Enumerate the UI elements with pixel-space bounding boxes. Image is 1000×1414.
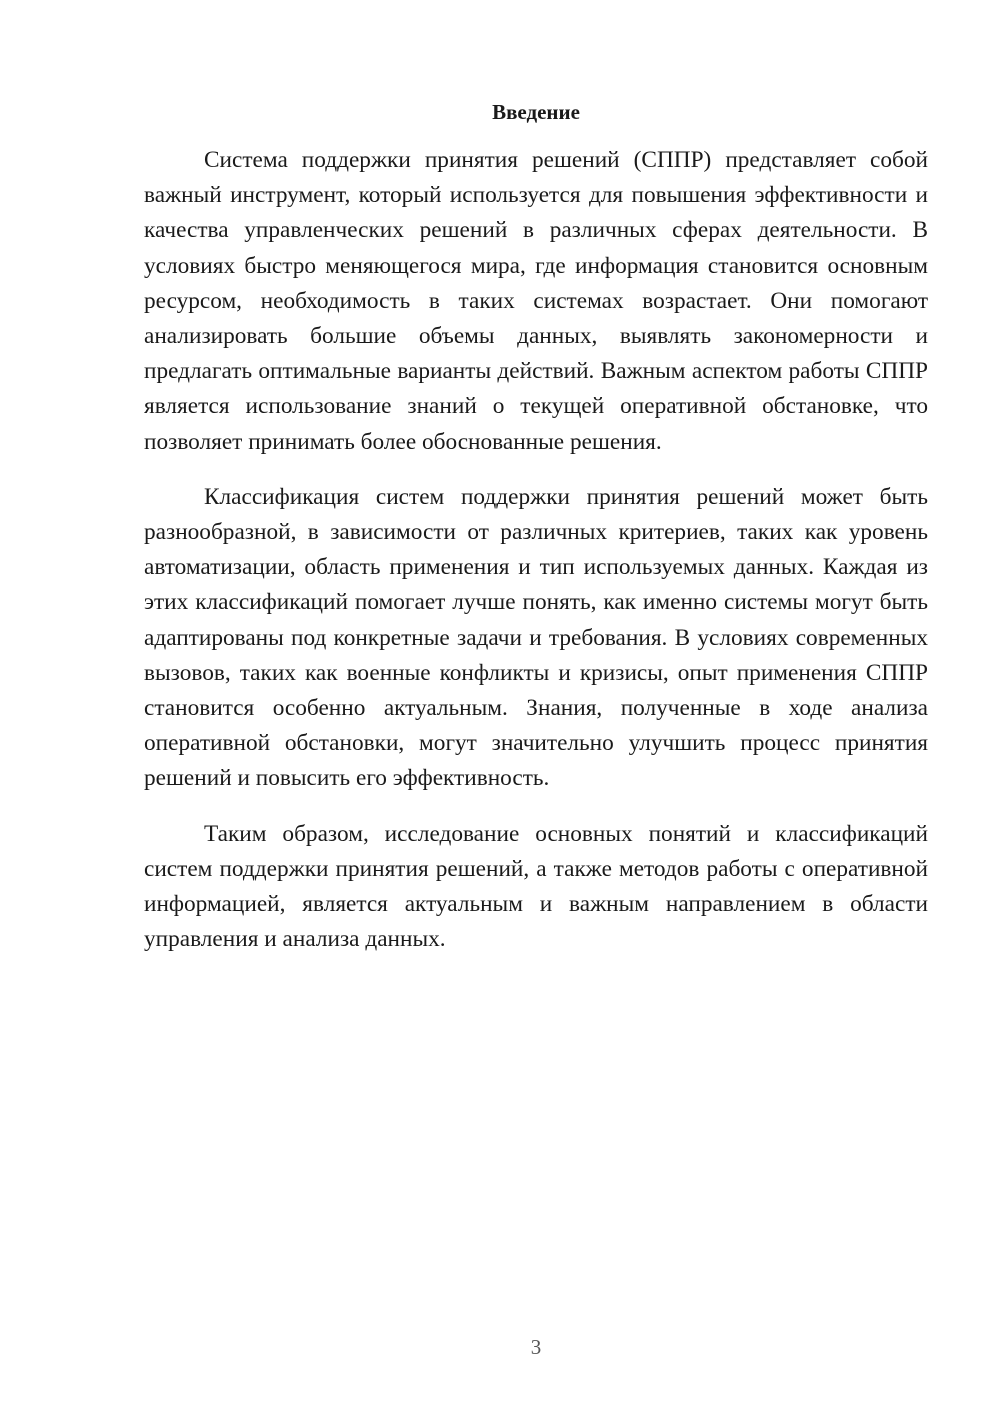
document-body (144, 143, 928, 977)
paragraph-conclusion: Таким образом, исследование основных понятий и классификаций систем поддержки принятия решений, а также методов работы с оперативной информацией, является актуальным и важным направлением в области управления и анализа данных. (144, 820, 928, 953)
page-number: 3 (530, 1335, 542, 1359)
paragraph-classification: Классификация систем поддержки принятия решений может быть разнообразной, в зависимости от различных критериев, таких как уровень автоматизации, область применения и тип используемых данных. Каждая из этих классификаций помогает лучше понять, как именно системы могут быть адаптированы под конкретные задачи и требования. В условиях современных вызовов, таких как военные конфликты и кризисы, опыт применения СППР становится особенно актуальным. Знания, полученные в ходе анализа оперативной обстановки, могут значительно улучшить процесс принятия решений и повысить его эффективность. (144, 483, 928, 792)
paragraph-intro: Система поддержки принятия решений (СППР) представляет собой важный инструмент, который используется для повышения эффективности и качества управленческих решений в различных сферах деятельности. В условиях быстро меняющегося мира, где информация становится основным ресурсом, необходимость в таких системах возрастает. Они помогают анализировать большие объемы данных, выявлять закономерности и предлагать оптимальные варианты действий. Важным аспектом работы СППР является использование знаний о текущей оперативной обстановке, что позволяет принимать более обоснованные решения. (144, 147, 928, 455)
page-title: Введение (492, 100, 580, 124)
